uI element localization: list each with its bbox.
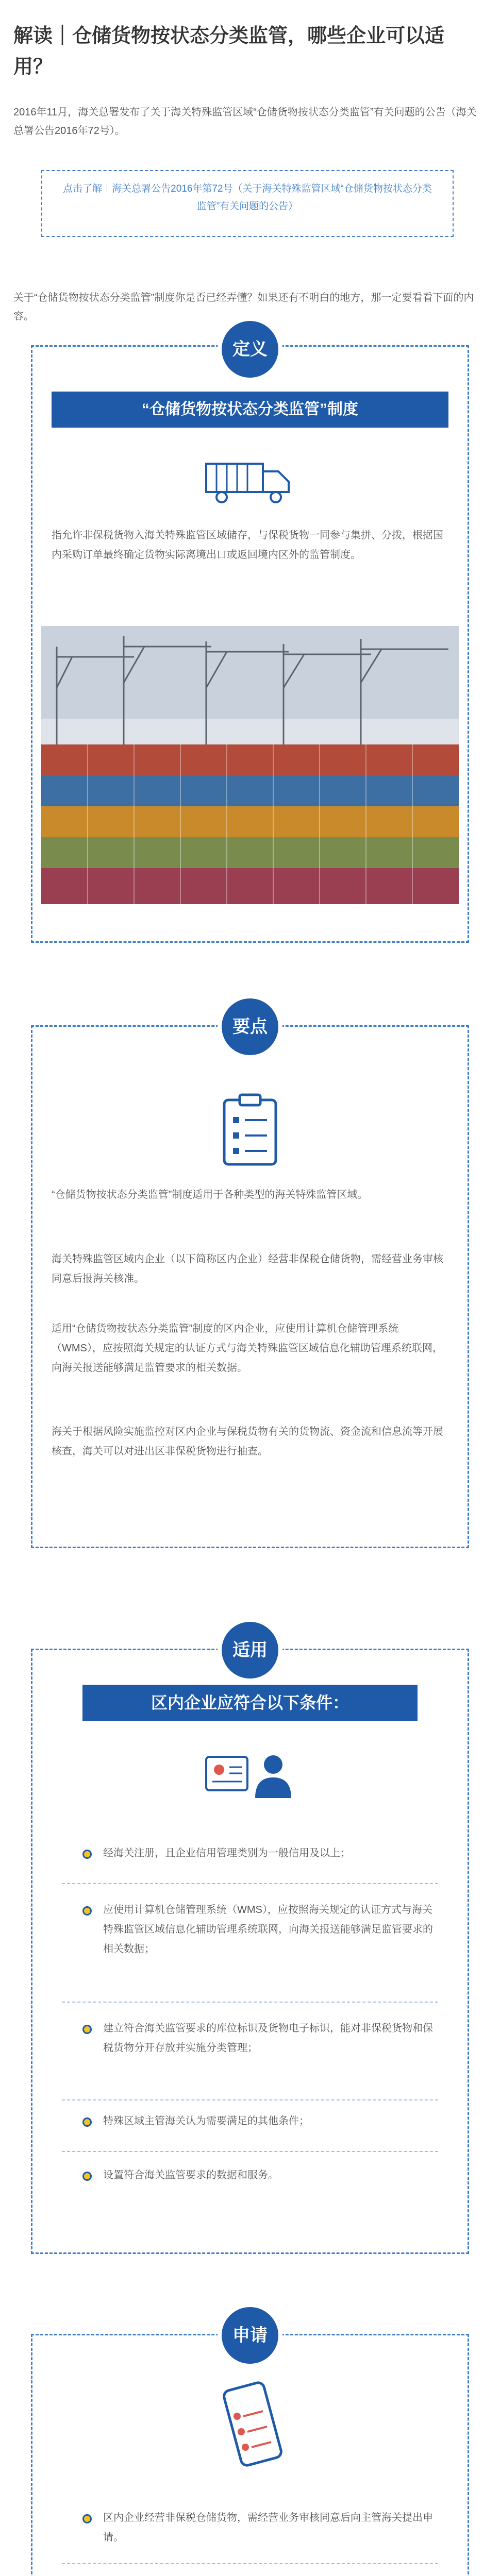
divider <box>62 1883 438 1884</box>
page-title: 解读｜仓储货物按状态分类监管，哪些企业可以适用？ <box>13 25 445 78</box>
definition-text: 指允许非保税货物入海关特殊监管区域储存，与保税货物一同参与集拼、分拨，根据国内采购订单最终确定货物实际离境出口或返回境内区外的监管制度。 <box>52 530 443 561</box>
bullet-dot <box>82 1906 92 1916</box>
bullet-dot <box>82 1850 92 1859</box>
conditions-bar: 区内企业应符合以下条件： <box>82 1685 418 1721</box>
bullet-dot <box>82 2025 92 2034</box>
point-3: 适用“仓储货物按状态分类监管”制度的区内企业，应使用计算机仓储管理系统（WMS），应按照海关规定的认证方式与海关特殊监管区域信息化辅助管理系统联网，向海关报送能够满足监管要求的相关数据。 <box>52 1323 443 1374</box>
condition-item: 经海关注册，且企业信用管理类别为一般信用及以上； <box>103 1848 351 1859</box>
divider <box>62 2151 438 2152</box>
lead-text: 关于“仓储货物按状态分类监管”制度你是否已经弄懂？如果还有不明白的地方，那一定要看看下面的内容。 <box>13 292 474 322</box>
point-4: 海关于根据风险实施监控对区内企业与保税货物有关的货物流、资金流和信息流等开展核查，海关可以对进出区非保税货物进行抽查。 <box>52 1426 443 1457</box>
application-item: 区内企业经营非保税仓储货物，需经营业务审核同意后向主管海关提出申请。 <box>103 2512 433 2543</box>
phone-icon <box>211 2380 289 2473</box>
section-badge-definition: 定义 <box>222 321 278 378</box>
notice-link[interactable]: 点击了解｜海关总署公告2016年第72号（关于海关特殊监管区域“仓储货物按状态分类监管”有关问题的公告） <box>41 170 454 237</box>
section-badge-points: 要点 <box>222 998 278 1055</box>
port-photo <box>41 626 459 904</box>
section-badge-apply: 适用 <box>222 1622 278 1679</box>
condition-item: 建立符合海关监管要求的库位标识及货物电子标识，能对非保税货物和保税货物分开存放并实施分类管理； <box>103 2023 433 2054</box>
divider <box>62 2563 438 2564</box>
document-icon <box>216 1092 284 1170</box>
divider <box>62 2099 438 2100</box>
condition-item: 应使用计算机仓储管理系统（WMS），应按照海关规定的认证方式与海关特殊监管区域信息化辅助管理系统联网，向海关报送能够满足监管要求的相关数据； <box>103 1904 433 1955</box>
condition-item: 设置符合海关监管要求的数据和服务。 <box>103 2170 278 2181</box>
bullet-dot <box>82 2117 92 2127</box>
definition-bar: “仓储货物按状态分类监管”制度 <box>52 392 448 428</box>
divider <box>62 2002 438 2003</box>
section-badge-application: 申请 <box>222 2307 278 2364</box>
person-icon <box>201 1747 299 1803</box>
bullet-dot <box>82 2172 92 2181</box>
point-2: 海关特殊监管区域内企业（以下简称区内企业）经营非保税仓储货物，需经营业务审核同意后报海关核准。 <box>52 1253 443 1284</box>
point-1: “仓储货物按状态分类监管”制度适用于各种类型的海关特殊监管区域。 <box>52 1189 368 1200</box>
condition-item: 特殊区域主管海关认为需要满足的其他条件； <box>103 2115 309 2127</box>
bullet-dot <box>82 2514 92 2523</box>
intro-text: 2016年11月，海关总署发布了关于海关特殊监管区域“仓储货物按状态分类监管”有关问题的公告（海关总署公告2016年72号）。 <box>13 107 477 137</box>
truck-icon <box>201 459 299 505</box>
